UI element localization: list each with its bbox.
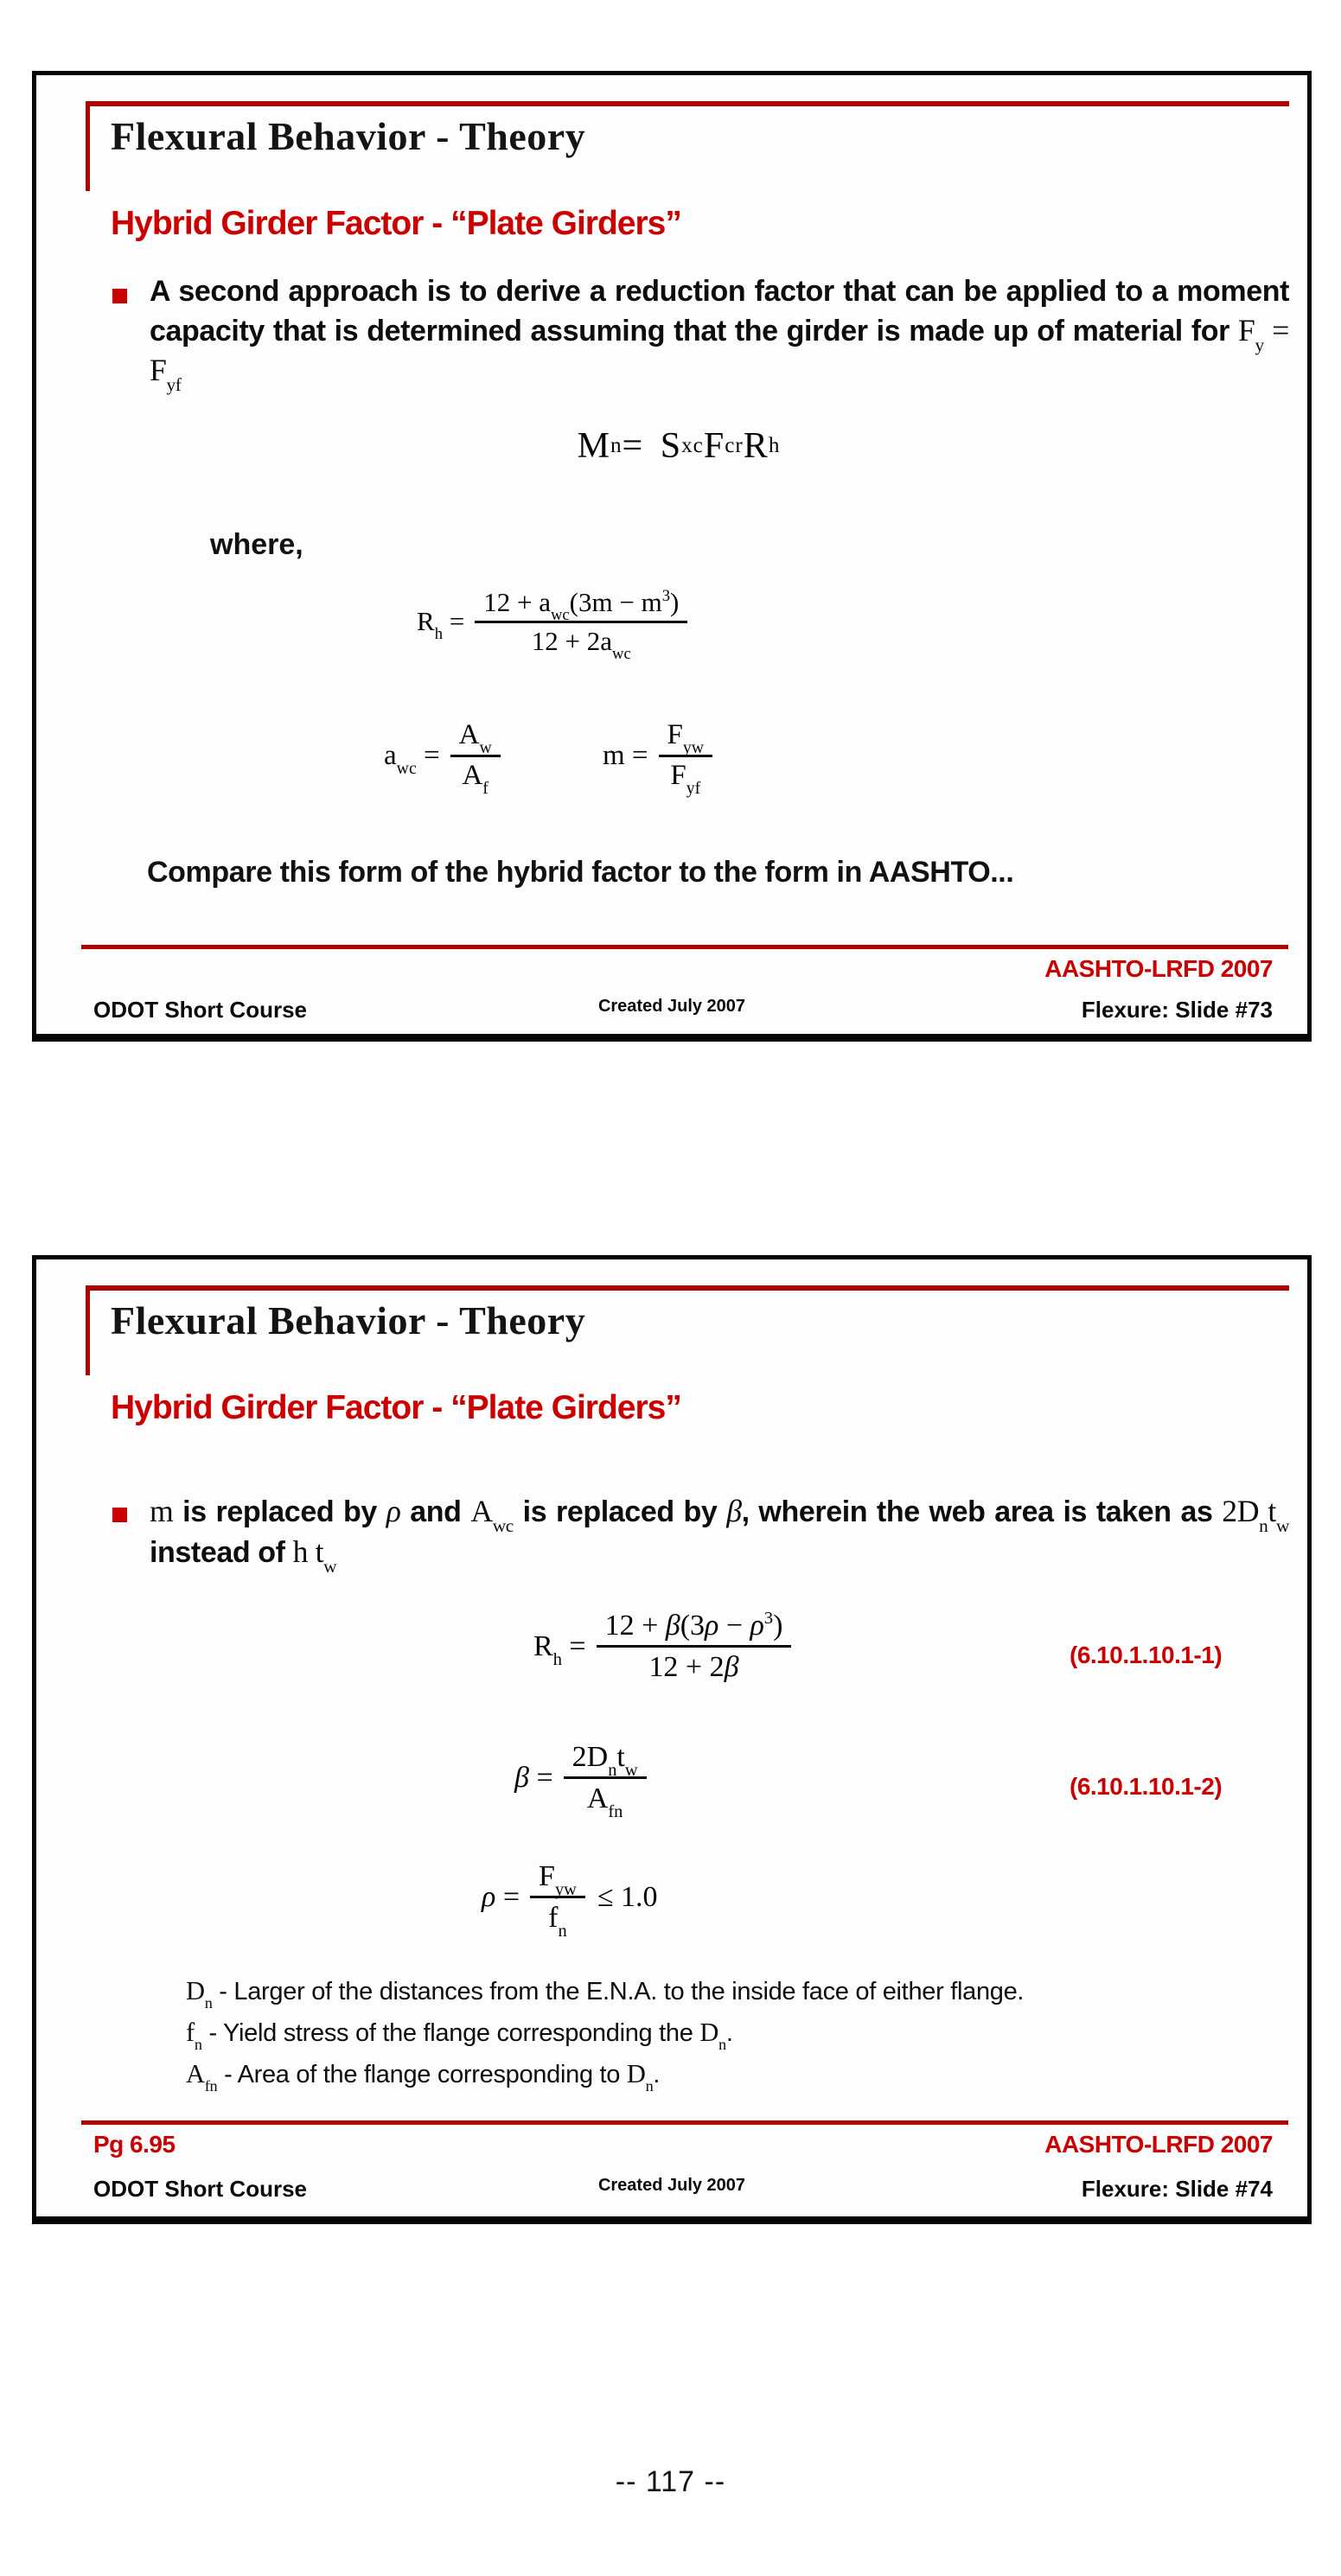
- equation-lhs: m =: [603, 739, 648, 771]
- footer-created: Created July 2007: [597, 997, 746, 1016]
- equation-lhs: $a_{wc}$ =: [384, 739, 440, 778]
- slide-subtitle: Hybrid Girder Factor - “Plate Girders”: [111, 1389, 681, 1426]
- where-label: where,: [210, 528, 303, 561]
- title-accent-vertical-rule: [86, 101, 90, 191]
- title-accent-horizontal-rule: [86, 1285, 1289, 1291]
- fraction-denominator: 12 + 2β: [597, 1645, 792, 1684]
- slide-subtitle: Hybrid Girder Factor - “Plate Girders”: [111, 205, 681, 242]
- fraction-numerator: $A_w$: [458, 719, 492, 757]
- equation-lhs: $R_h$ =: [533, 1629, 586, 1669]
- title-accent-vertical-rule: [86, 1285, 90, 1375]
- fraction-denominator: $A_f$: [450, 755, 501, 793]
- equation-web-area-ratio: [384, 719, 501, 798]
- equation-lhs: $R_h$ =: [417, 606, 465, 644]
- definition-line: $A_{fn}$ - Area of the flange corresponding to $D_n$.: [186, 2059, 661, 2095]
- equation-rho: [482, 1859, 658, 1942]
- slide-title: Flexural Behavior - Theory: [111, 1298, 586, 1342]
- footer-course: ODOT Short Course: [93, 2176, 308, 2202]
- slide-73: [32, 71, 1312, 1042]
- equation-hybrid-factor: [417, 586, 687, 663]
- fraction-denominator: $12 + 2a_{wc}$: [475, 621, 687, 657]
- fraction-denominator: $A_{fn}$: [564, 1776, 647, 1815]
- bullet-square-icon: [112, 1508, 127, 1522]
- definition-list: [186, 1973, 1024, 2098]
- fraction: [597, 1609, 792, 1684]
- fraction-numerator: $12 + a_{wc}(3m - m^3)$: [483, 586, 680, 625]
- fraction: [564, 1740, 647, 1822]
- fraction: [450, 719, 501, 798]
- equation-limit: ≤ 1.0: [597, 1880, 658, 1913]
- footer-rule: [81, 2120, 1288, 2125]
- equation-beta: [514, 1740, 647, 1822]
- fraction: [659, 719, 713, 798]
- equation-reference: (6.10.1.10.1-1): [1070, 1642, 1223, 1668]
- bullet-square-icon: [112, 289, 127, 303]
- equation-hybrid-factor-aashto: [533, 1609, 791, 1684]
- bullet-paragraph: m is replaced by ρ and $A_{wc}$ is replaced by β, wherein the web area is taken as $2D_nt_w$ instead of h $t_w$: [150, 1494, 1289, 1577]
- fraction-denominator: $f_n$: [530, 1896, 585, 1935]
- compare-note: Compare this form of the hybrid factor to the form in AASHTO...: [147, 856, 1014, 889]
- title-accent-horizontal-rule: [86, 101, 1289, 106]
- equation-moment-capacity: M n = S xc F cr R h: [577, 426, 781, 466]
- footer-created: Created July 2007: [597, 2176, 746, 2195]
- equation-stress-ratio: [603, 719, 712, 798]
- fraction: [475, 586, 687, 663]
- fraction-denominator: $F_{yf}$: [659, 755, 713, 793]
- footer-rule: [81, 945, 1288, 949]
- spec-tag: AASHTO-LRFD 2007: [1044, 2131, 1273, 2158]
- footer-slide-number: Flexure: Slide #74: [1081, 2176, 1273, 2202]
- page-reference-tag: Pg 6.95: [93, 2131, 176, 2158]
- bullet-paragraph: A second approach is to derive a reduction factor that can be applied to a moment capacity that is determined assuming that the girder is made up of material for $F_y = F_{yf}$: [150, 275, 1289, 395]
- footer-course: ODOT Short Course: [93, 997, 308, 1023]
- fraction-numerator: $2D_nt_w$: [572, 1741, 638, 1781]
- slide-74: [32, 1255, 1312, 2224]
- fraction-numerator: $12 + \beta(3\rho - \rho^3)$: [604, 1608, 783, 1642]
- equation-lhs: ρ =: [482, 1880, 520, 1913]
- spec-tag: AASHTO-LRFD 2007: [1044, 955, 1273, 982]
- definition-line: $f_n$ - Yield stress of the flange corresponding the $D_n$.: [186, 2018, 733, 2054]
- fraction-numerator: $F_{yw}$: [667, 719, 705, 757]
- equation-lhs: β =: [514, 1761, 553, 1794]
- slide-title: Flexural Behavior - Theory: [111, 114, 586, 158]
- fraction: [530, 1859, 585, 1942]
- footer-slide-number: Flexure: Slide #73: [1081, 997, 1273, 1023]
- equation-reference: (6.10.1.10.1-2): [1070, 1773, 1223, 1800]
- definition-line: $D_n$ - Larger of the distances from the E.N.A. to the inside face of either flange.: [186, 1976, 1025, 2012]
- page-number: -- 117 --: [615, 2465, 726, 2498]
- fraction-numerator: $F_{yw}$: [539, 1860, 577, 1900]
